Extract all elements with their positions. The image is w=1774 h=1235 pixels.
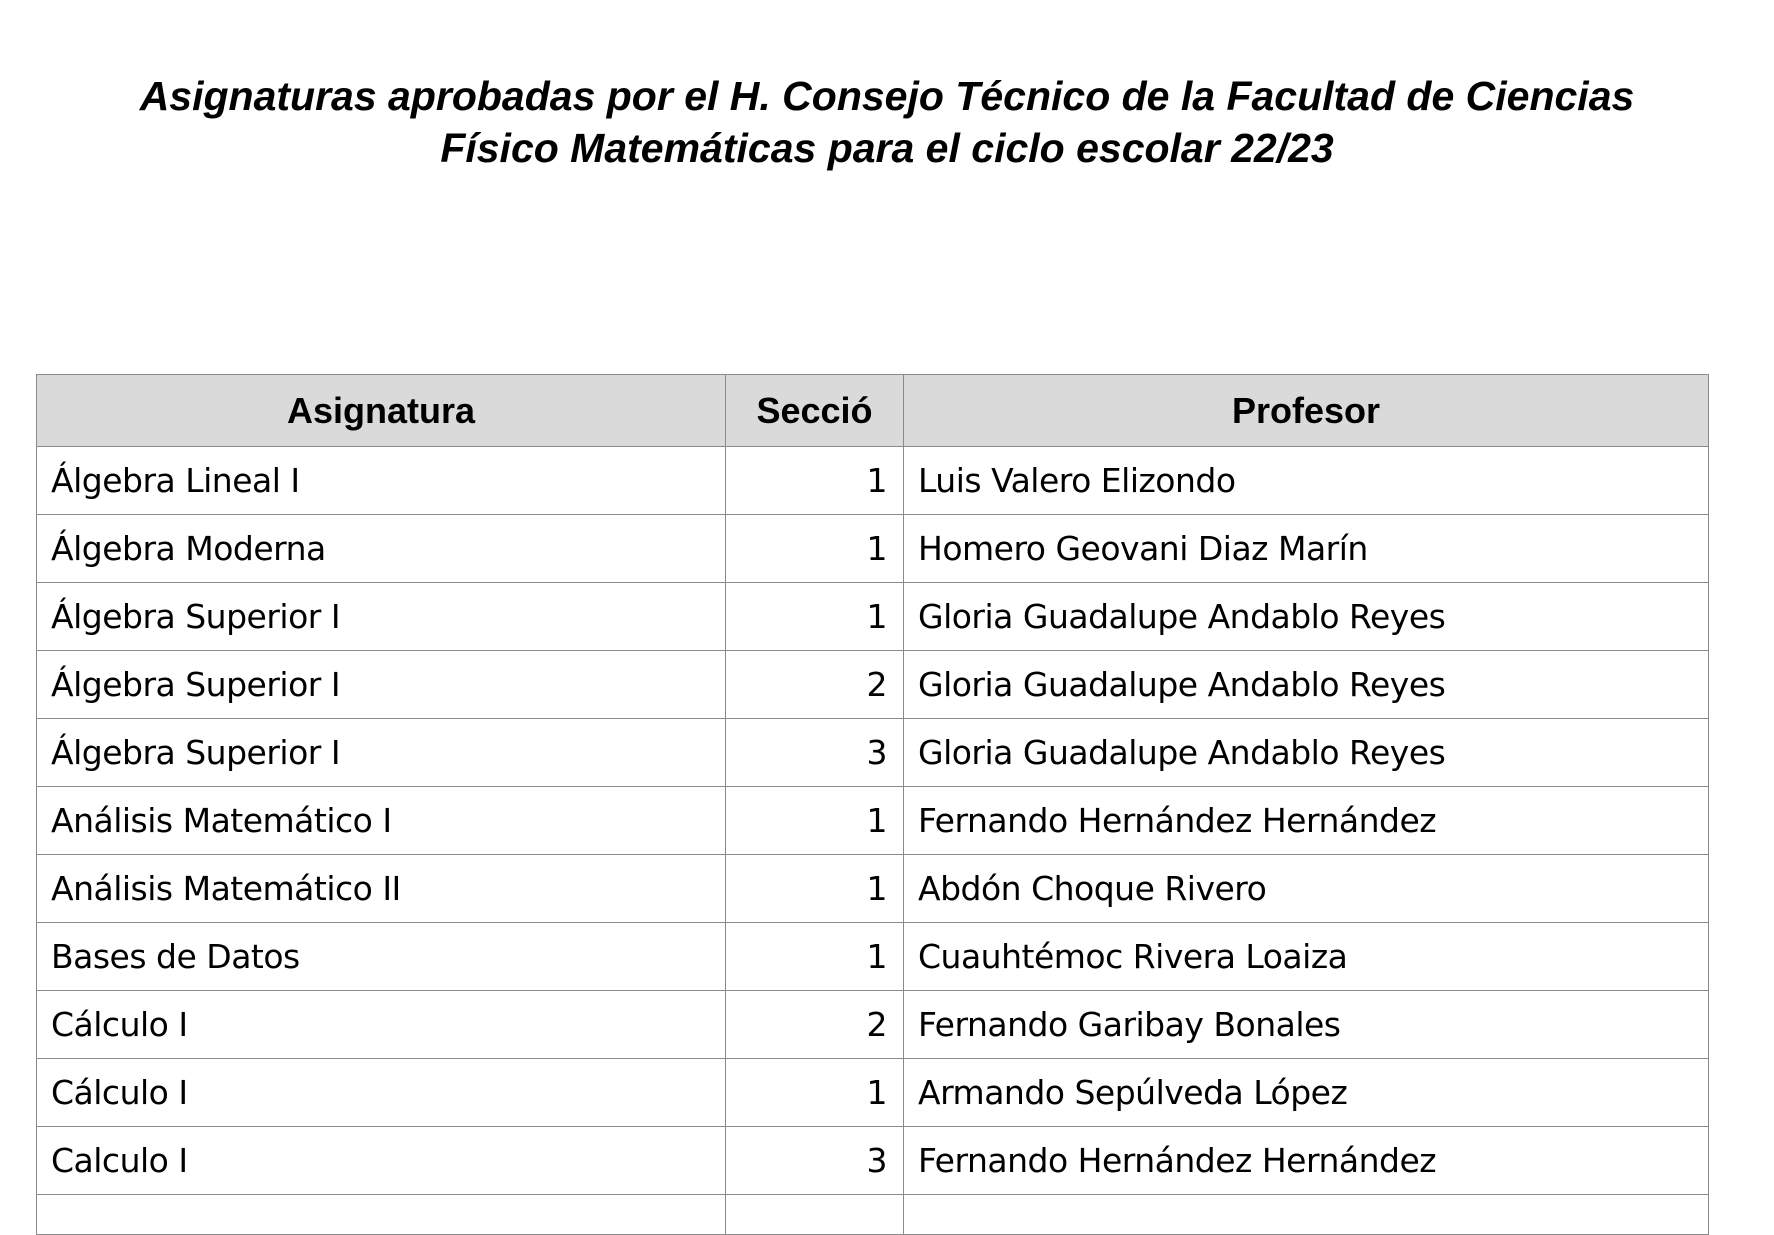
- title-line-1: Asignaturas aprobadas por el H. Consejo Técnico de la Facultad de Ciencias: [139, 73, 1635, 119]
- subject-cell: Bases de Datos: [37, 923, 726, 991]
- subjects-table: [36, 374, 1709, 1235]
- table-row: [37, 787, 1709, 855]
- table-header-row: [37, 375, 1709, 447]
- document-title: [0, 70, 1774, 174]
- section-cell: 1: [726, 515, 904, 583]
- table-row: [37, 583, 1709, 651]
- section-cell: 2: [726, 651, 904, 719]
- subject-cell: Álgebra Superior I: [37, 583, 726, 651]
- professor-cell: Homero Geovani Diaz Marín: [904, 515, 1709, 583]
- table-row-partial: [37, 1195, 1709, 1235]
- professor-cell: Armando Sepúlveda López: [904, 1059, 1709, 1127]
- professor-cell: Cuauhtémoc Rivera Loaiza: [904, 923, 1709, 991]
- subject-cell: Análisis Matemático I: [37, 787, 726, 855]
- professor-cell: Fernando Hernández Hernández: [904, 1127, 1709, 1195]
- professor-cell: Fernando Hernández Hernández: [904, 787, 1709, 855]
- subject-cell: Cálculo I: [37, 1059, 726, 1127]
- section-cell: 2: [726, 991, 904, 1059]
- subject-cell: Cálculo I: [37, 991, 726, 1059]
- table-row: [37, 923, 1709, 991]
- professor-cell: Gloria Guadalupe Andablo Reyes: [904, 583, 1709, 651]
- table-row: [37, 651, 1709, 719]
- table-row: [37, 991, 1709, 1059]
- section-cell: 1: [726, 1059, 904, 1127]
- section-cell-empty: [726, 1195, 904, 1235]
- table-row: [37, 719, 1709, 787]
- subjects-table-container: [36, 374, 1708, 1235]
- header-subject: Asignatura: [37, 375, 726, 447]
- table-row: [37, 855, 1709, 923]
- subject-cell: Calculo I: [37, 1127, 726, 1195]
- header-section: Secció: [726, 375, 904, 447]
- title-line-2: Físico Matemáticas para el ciclo escolar 22/23: [440, 125, 1334, 171]
- section-cell: 3: [726, 719, 904, 787]
- subject-cell: Álgebra Superior I: [37, 651, 726, 719]
- table-row: [37, 515, 1709, 583]
- professor-cell: Gloria Guadalupe Andablo Reyes: [904, 719, 1709, 787]
- section-cell: 1: [726, 855, 904, 923]
- table-row: [37, 447, 1709, 515]
- header-professor: Profesor: [904, 375, 1709, 447]
- section-cell: 3: [726, 1127, 904, 1195]
- professor-cell: Luis Valero Elizondo: [904, 447, 1709, 515]
- table-row: [37, 1059, 1709, 1127]
- professor-cell: Abdón Choque Rivero: [904, 855, 1709, 923]
- section-cell: 1: [726, 447, 904, 515]
- professor-cell: Gloria Guadalupe Andablo Reyes: [904, 651, 1709, 719]
- table-row: [37, 1127, 1709, 1195]
- subject-cell: Álgebra Lineal I: [37, 447, 726, 515]
- professor-cell: Fernando Garibay Bonales: [904, 991, 1709, 1059]
- section-cell: 1: [726, 583, 904, 651]
- subject-cell: Análisis Matemático II: [37, 855, 726, 923]
- subject-cell-empty: [37, 1195, 726, 1235]
- professor-cell-empty: [904, 1195, 1709, 1235]
- section-cell: 1: [726, 787, 904, 855]
- subject-cell: Álgebra Moderna: [37, 515, 726, 583]
- section-cell: 1: [726, 923, 904, 991]
- subject-cell: Álgebra Superior I: [37, 719, 726, 787]
